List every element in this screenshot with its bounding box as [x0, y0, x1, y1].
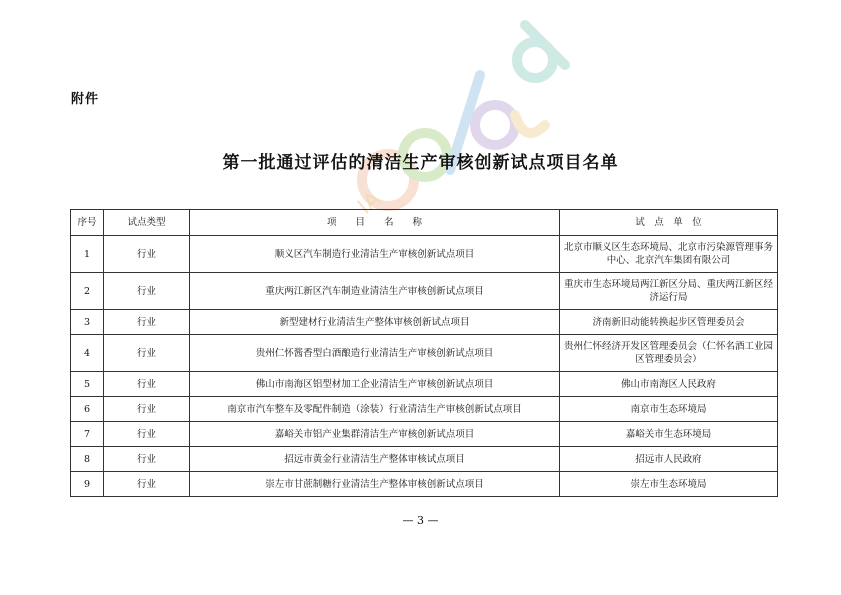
row-unit: 南京市生态环境局 — [560, 397, 778, 422]
table-row — [71, 273, 778, 310]
table-row — [71, 310, 778, 335]
row-project-name: 新型建材行业清洁生产整体审核创新试点项目 — [190, 310, 560, 335]
table-row — [71, 472, 778, 497]
row-number: 3 — [71, 310, 104, 335]
table-row — [71, 422, 778, 447]
header-serial-number: 序号 — [71, 210, 104, 236]
row-number: 4 — [71, 335, 104, 372]
row-number: 8 — [71, 447, 104, 472]
row-unit: 佛山市南海区人民政府 — [560, 372, 778, 397]
row-type: 行业 — [104, 335, 190, 372]
row-unit: 招远市人民政府 — [560, 447, 778, 472]
row-number: 9 — [71, 472, 104, 497]
row-unit: 嘉峪关市生态环境局 — [560, 422, 778, 447]
row-type: 行业 — [104, 273, 190, 310]
row-type: 行业 — [104, 310, 190, 335]
row-unit: 北京市顺义区生态环境局、北京市污染源管理事务中心、北京汽车集团有限公司 — [560, 236, 778, 273]
row-number: 2 — [71, 273, 104, 310]
row-unit: 济南新旧动能转换起步区管理委员会 — [560, 310, 778, 335]
row-type: 行业 — [104, 397, 190, 422]
table-row — [71, 372, 778, 397]
table-row — [71, 447, 778, 472]
table-row — [71, 397, 778, 422]
header-pilot-type: 试点类型 — [104, 210, 190, 236]
row-project-name: 佛山市南海区铝型材加工企业清洁生产审核创新试点项目 — [190, 372, 560, 397]
table-row — [71, 236, 778, 273]
row-type: 行业 — [104, 447, 190, 472]
table-row — [71, 335, 778, 372]
row-type: 行业 — [104, 472, 190, 497]
pilot-project-table — [70, 209, 778, 497]
row-number: 6 — [71, 397, 104, 422]
row-project-name: 崇左市甘蔗制糖行业清洁生产整体审核创新试点项目 — [190, 472, 560, 497]
document-title: 第一批通过评估的清洁生产审核创新试点项目名单 — [222, 153, 619, 173]
row-unit: 重庆市生态环境局两江新区分局、重庆两江新区经济运行局 — [560, 273, 778, 310]
row-project-name: 顺义区汽车制造行业清洁生产审核创新试点项目 — [190, 236, 560, 273]
row-type: 行业 — [104, 236, 190, 273]
row-number: 5 — [71, 372, 104, 397]
row-project-name: 重庆两江新区汽车制造业清洁生产审核创新试点项目 — [190, 273, 560, 310]
row-unit: 贵州仁怀经济开发区管理委员会（仁怀名酒工业园区管理委员会） — [560, 335, 778, 372]
row-number: 7 — [71, 422, 104, 447]
row-project-name: 贵州仁怀酱香型白酒酿造行业清洁生产审核创新试点项目 — [190, 335, 560, 372]
row-number: 1 — [71, 236, 104, 273]
row-type: 行业 — [104, 372, 190, 397]
row-project-name: 嘉峪关市铝产业集群清洁生产审核创新试点项目 — [190, 422, 560, 447]
row-project-name: 南京市汽车整车及零配件制造（涂装）行业清洁生产审核创新试点项目 — [190, 397, 560, 422]
page-number: — 3 — — [402, 514, 439, 527]
row-unit: 崇左市生态环境局 — [560, 472, 778, 497]
table-header-row — [71, 210, 778, 236]
svg-text:IA: IA — [353, 186, 386, 220]
attachment-label: 附件 — [71, 92, 100, 107]
row-type: 行业 — [104, 422, 190, 447]
header-pilot-unit: 试 点 单 位 — [560, 210, 778, 236]
header-project-name: 项 目 名 称 — [190, 210, 560, 236]
row-project-name: 招远市黄金行业清洁生产整体审核试点项目 — [190, 447, 560, 472]
